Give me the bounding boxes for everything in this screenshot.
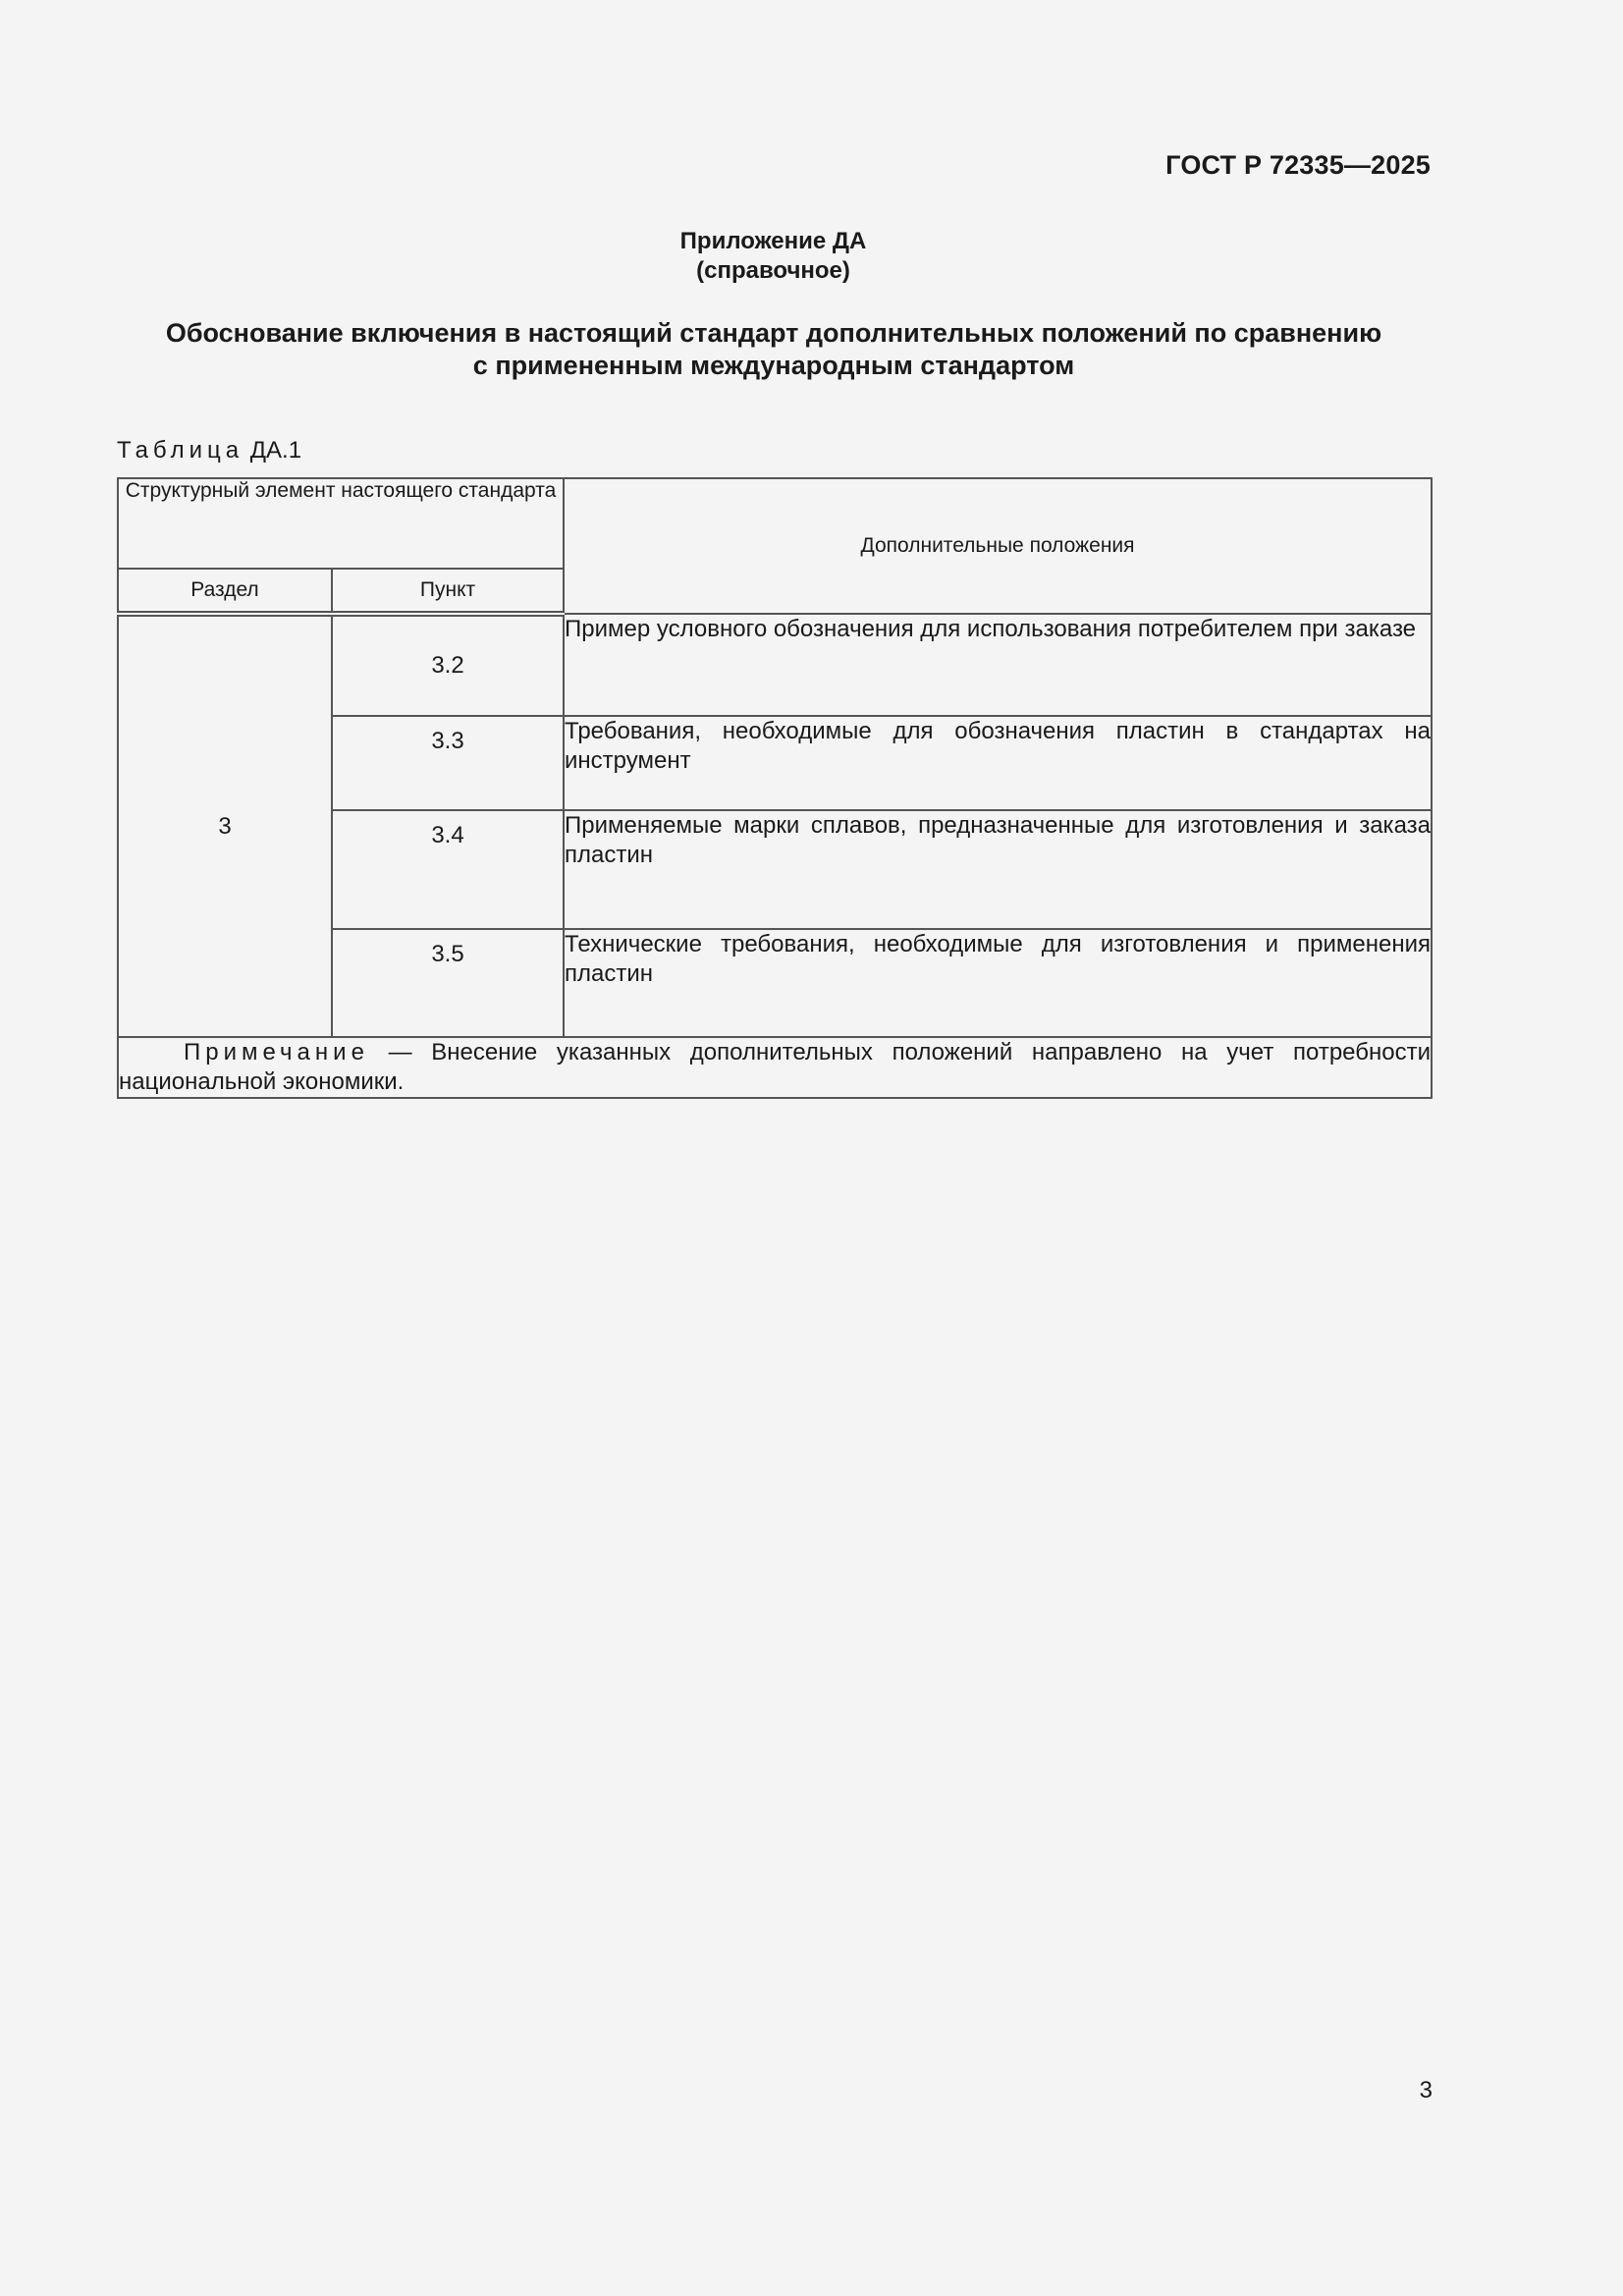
provision-cell: Пример условного обозначения для использования потребителем при заказе — [564, 614, 1432, 716]
header-section: Раздел — [118, 569, 332, 614]
point-cell: 3.4 — [332, 810, 564, 929]
note-label: Примечание — [184, 1039, 369, 1066]
document-id: ГОСТ Р 72335—2025 — [1165, 150, 1431, 180]
header-additional-provisions: Дополнительные положения — [564, 478, 1432, 614]
point-cell: 3.5 — [332, 929, 564, 1037]
header-point: Пункт — [332, 569, 564, 614]
table-header-row — [118, 478, 1432, 569]
table-caption-number: ДА.1 — [249, 437, 302, 464]
appendix-subtitle: (справочное) — [696, 257, 850, 284]
table-caption-label: Таблица — [117, 437, 244, 464]
page-title — [117, 317, 1431, 382]
provision-cell: Технические требования, необходимые для изготовления и применения пластин — [564, 929, 1432, 1037]
point-cell: 3.3 — [332, 716, 564, 810]
page-title-line-1: Обоснование включения в настоящий стандарт дополнительных положений по сравнению — [165, 318, 1382, 348]
table-note — [118, 1037, 1432, 1098]
header-structural-element: Структурный элемент настоящего стандарта — [118, 478, 564, 569]
appendix-title: Приложение ДА — [679, 228, 867, 254]
appendix-heading — [0, 227, 1546, 286]
table-note-row — [118, 1037, 1432, 1098]
note-text: — Внесение указанных дополнительных положений направлено на учет потребности национальной экономики. — [119, 1039, 1432, 1095]
page-number: 3 — [1419, 2077, 1433, 2104]
provision-cell: Требования, необходимые для обозначения пластин в стандартах на инструмент — [564, 716, 1432, 810]
provisions-table — [117, 477, 1433, 1099]
page-title-line-2: с примененным международным стандартом — [472, 351, 1075, 380]
table-caption — [117, 437, 301, 465]
table-row — [118, 614, 1432, 716]
point-cell: 3.2 — [332, 614, 564, 716]
provision-cell: Применяемые марки сплавов, предназначенные для изготовления и заказа пластин — [564, 810, 1432, 929]
section-cell: 3 — [118, 614, 332, 1037]
